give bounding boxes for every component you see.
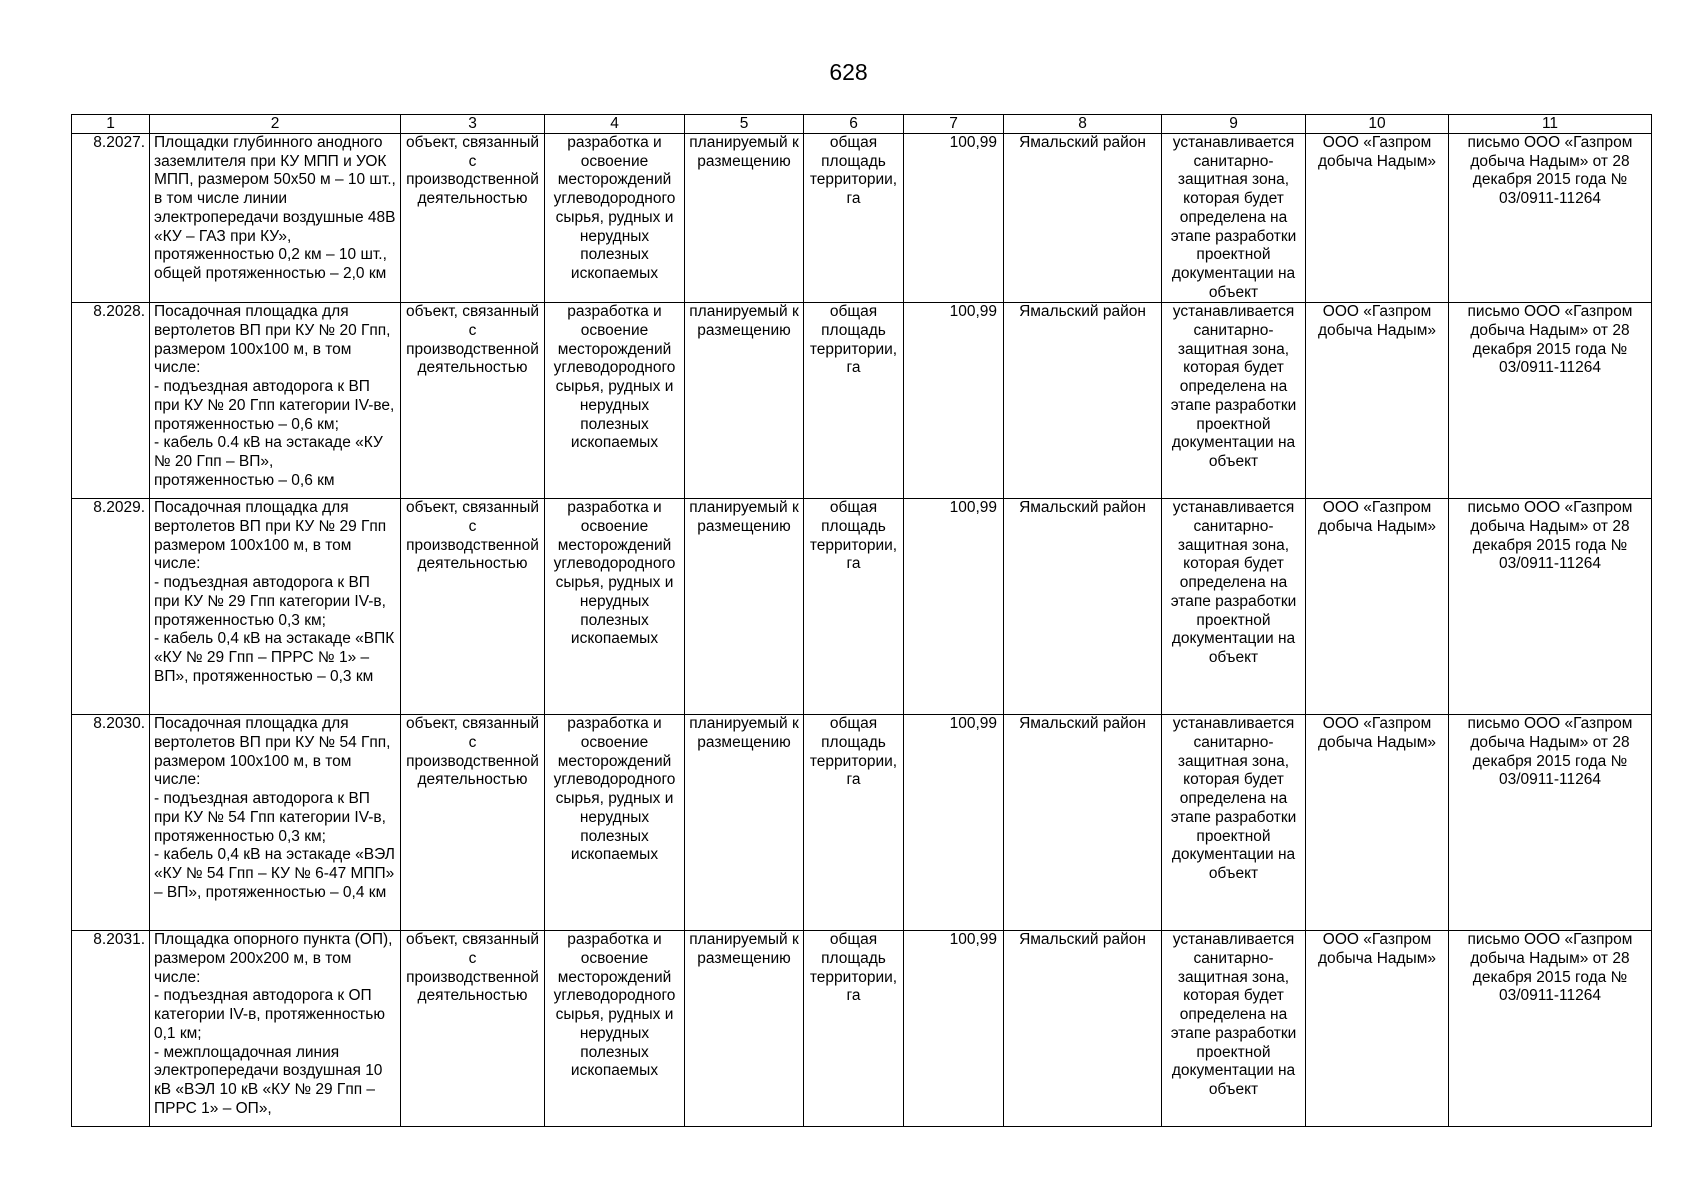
location-cell: Ямальский район: [1004, 715, 1162, 931]
measure-value-cell: 100,99: [904, 931, 1004, 1127]
object-name-line: - кабель 0,4 кВ на эстакаде «ВПК «КУ № 29 Гпп – ПРРС № 1» – ВП», протяженностью – 0,3 км: [154, 630, 395, 685]
object-name-line: Площадка опорного пункта (ОП), размером 200х200 м, в том числе:: [154, 931, 393, 986]
column-header: 11: [1449, 115, 1652, 134]
object-name-cell: [150, 134, 401, 303]
object-name-line: - кабель 0,4 кВ на эстакаде «ВЭЛ «КУ № 54 Гпп – КУ № 6-47 МПП» – ВП», протяженностью – 0,4 км: [154, 846, 395, 901]
table-header-row: [72, 115, 1652, 134]
organization-cell: ООО «Газпром добыча Надым»: [1306, 931, 1449, 1127]
table-row: [72, 499, 1652, 715]
zone-cell: устанавливается санитарно-защитная зона, которая будет определена на этапе разработки проектной документации на объект: [1162, 715, 1306, 931]
measure-cell: общая площадь территории, га: [804, 134, 904, 303]
object-name-line: Посадочная площадка для вертолетов ВП при КУ № 29 Гпп размером 100х100 м, в том числе:: [154, 499, 387, 573]
column-header: 6: [804, 115, 904, 134]
objects-table: [71, 114, 1652, 1127]
zone-cell: устанавливается санитарно-защитная зона, которая будет определена на этапе разработки проектной документации на объект: [1162, 931, 1306, 1127]
row-code: 8.2029.: [72, 499, 150, 715]
object-type-cell: объект, связанный с производственной деятельностью: [401, 715, 545, 931]
column-header: 1: [72, 115, 150, 134]
column-header: 2: [150, 115, 401, 134]
table-row: [72, 715, 1652, 931]
object-purpose-cell: разработка и освоение месторождений углеводородного сырья, рудных и нерудных полезных ископаемых: [545, 715, 685, 931]
column-header: 7: [904, 115, 1004, 134]
organization-cell: ООО «Газпром добыча Надым»: [1306, 715, 1449, 931]
basis-cell: письмо ООО «Газпром добыча Надым» от 28 декабря 2015 года № 03/0911-11264: [1449, 303, 1652, 499]
table-row: [72, 303, 1652, 499]
object-status-cell: планируемый к размещению: [685, 499, 804, 715]
object-purpose-cell: разработка и освоение месторождений углеводородного сырья, рудных и нерудных полезных ископаемых: [545, 303, 685, 499]
object-name-line: - подъездная автодорога к ВП при КУ № 54 Гпп категории IV-в, протяженностью 0,3 км;: [154, 790, 386, 845]
column-header: 8: [1004, 115, 1162, 134]
organization-cell: ООО «Газпром добыча Надым»: [1306, 134, 1449, 303]
object-name-line: - подъездная автодорога к ВП при КУ № 20 Гпп категории IV-ве, протяженностью – 0,6 км;: [154, 378, 395, 433]
object-type-cell: объект, связанный с производственной деятельностью: [401, 931, 545, 1127]
object-name-cell: [150, 499, 401, 715]
basis-cell: письмо ООО «Газпром добыча Надым» от 28 декабря 2015 года № 03/0911-11264: [1449, 715, 1652, 931]
table-row: [72, 931, 1652, 1127]
location-cell: Ямальский район: [1004, 303, 1162, 499]
object-name-cell: [150, 303, 401, 499]
location-cell: Ямальский район: [1004, 499, 1162, 715]
row-code: 8.2028.: [72, 303, 150, 499]
organization-cell: ООО «Газпром добыча Надым»: [1306, 499, 1449, 715]
row-code: 8.2027.: [72, 134, 150, 303]
object-purpose-cell: разработка и освоение месторождений углеводородного сырья, рудных и нерудных полезных ископаемых: [545, 499, 685, 715]
object-name-cell: [150, 715, 401, 931]
column-header: 4: [545, 115, 685, 134]
column-header: 10: [1306, 115, 1449, 134]
basis-cell: письмо ООО «Газпром добыча Надым» от 28 декабря 2015 года № 03/0911-11264: [1449, 931, 1652, 1127]
object-name-line: - подъездная автодорога к ОП категории IV-в, протяженностью 0,1 км;: [154, 987, 385, 1042]
row-code: 8.2030.: [72, 715, 150, 931]
object-status-cell: планируемый к размещению: [685, 931, 804, 1127]
measure-cell: общая площадь территории, га: [804, 499, 904, 715]
object-name-line: Посадочная площадка для вертолетов ВП при КУ № 20 Гпп, размером 100х100 м, в том числе:: [154, 303, 391, 377]
object-name-line: - кабель 0.4 кВ на эстакаде «КУ № 20 Гпп – ВП», протяженностью – 0,6 км: [154, 434, 383, 489]
column-header: 3: [401, 115, 545, 134]
measure-value-cell: 100,99: [904, 303, 1004, 499]
location-cell: Ямальский район: [1004, 931, 1162, 1127]
column-header: 5: [685, 115, 804, 134]
object-name-line: Посадочная площадка для вертолетов ВП при КУ № 54 Гпп, размером 100х100 м, в том числе:: [154, 715, 391, 789]
measure-value-cell: 100,99: [904, 715, 1004, 931]
object-type-cell: объект, связанный с производственной деятельностью: [401, 134, 545, 303]
column-header: 9: [1162, 115, 1306, 134]
measure-cell: общая площадь территории, га: [804, 303, 904, 499]
measure-cell: общая площадь территории, га: [804, 715, 904, 931]
basis-cell: письмо ООО «Газпром добыча Надым» от 28 декабря 2015 года № 03/0911-11264: [1449, 134, 1652, 303]
location-cell: Ямальский район: [1004, 134, 1162, 303]
object-status-cell: планируемый к размещению: [685, 134, 804, 303]
measure-cell: общая площадь территории, га: [804, 931, 904, 1127]
measure-value-cell: 100,99: [904, 499, 1004, 715]
object-name-line: - подъездная автодорога к ВП при КУ № 29 Гпп категории IV-в, протяженностью 0,3 км;: [154, 574, 386, 629]
table-row: [72, 134, 1652, 303]
zone-cell: устанавливается санитарно-защитная зона, которая будет определена на этапе разработки проектной документации на объект: [1162, 134, 1306, 303]
object-status-cell: планируемый к размещению: [685, 303, 804, 499]
page-number: 628: [829, 59, 868, 85]
object-name-line: - межплощадочная линия электропередачи воздушная 10 кВ «ВЭЛ 10 кВ «КУ № 29 Гпп – ПРРС 1» – ОП»,: [154, 1043, 383, 1117]
object-type-cell: объект, связанный с производственной деятельностью: [401, 303, 545, 499]
row-code: 8.2031.: [72, 931, 150, 1127]
object-type-cell: объект, связанный с производственной деятельностью: [401, 499, 545, 715]
object-purpose-cell: разработка и освоение месторождений углеводородного сырья, рудных и нерудных полезных ископаемых: [545, 931, 685, 1127]
object-status-cell: планируемый к размещению: [685, 715, 804, 931]
object-purpose-cell: разработка и освоение месторождений углеводородного сырья, рудных и нерудных полезных ископаемых: [545, 134, 685, 303]
object-name-line: Площадки глубинного анодного заземлителя при КУ МПП и УОК МПП, размером 50х50 м – 10 шт., в том числе линии электропередачи воздушные 48В «КУ – ГАЗ при КУ», протяженностью 0,2 км – 10 шт., общей протяженностью – 2,0 км: [154, 134, 396, 282]
object-name-cell: [150, 931, 401, 1127]
zone-cell: устанавливается санитарно-защитная зона, которая будет определена на этапе разработки проектной документации на объект: [1162, 303, 1306, 499]
zone-cell: устанавливается санитарно-защитная зона, которая будет определена на этапе разработки проектной документации на объект: [1162, 499, 1306, 715]
measure-value-cell: 100,99: [904, 134, 1004, 303]
organization-cell: ООО «Газпром добыча Надым»: [1306, 303, 1449, 499]
basis-cell: письмо ООО «Газпром добыча Надым» от 28 декабря 2015 года № 03/0911-11264: [1449, 499, 1652, 715]
